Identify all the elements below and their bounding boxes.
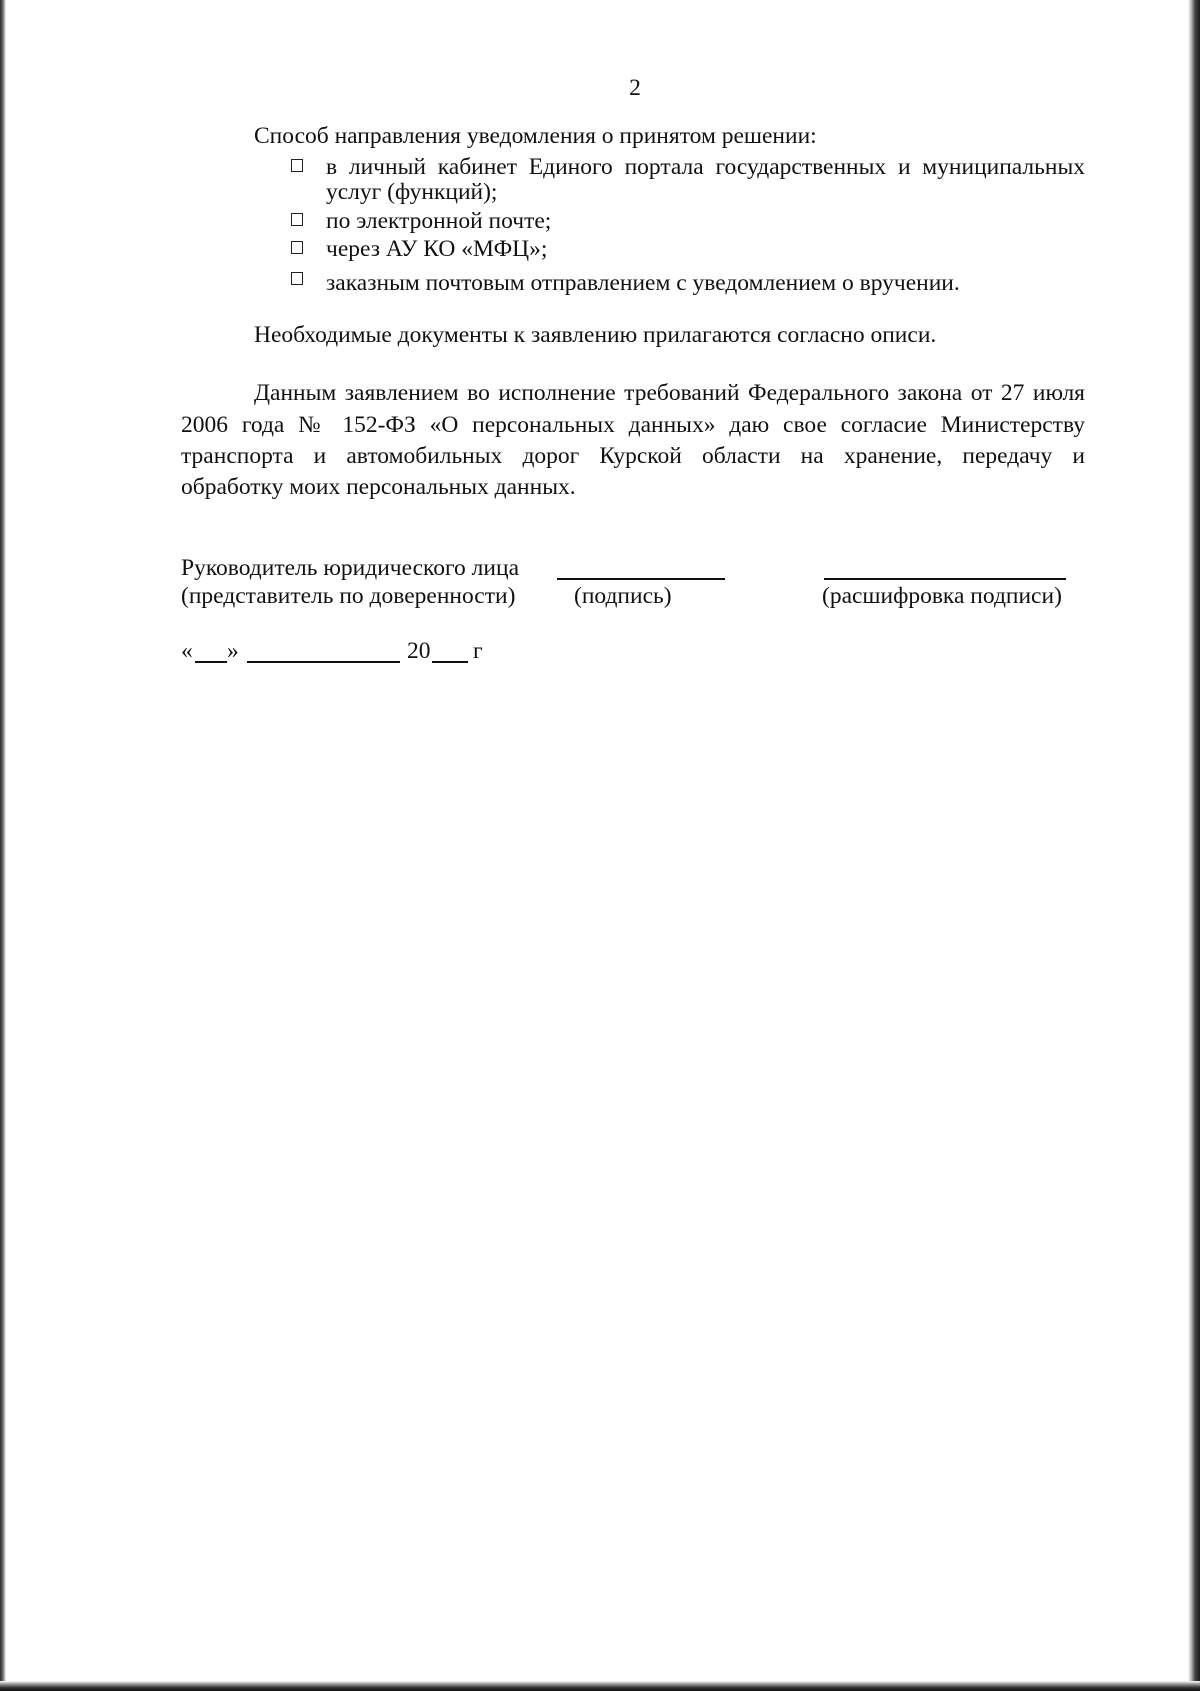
consent-line-2: 2006 года № 152-ФЗ «О персональных данных» даю свое согласие Министерству (181, 412, 1085, 438)
signature-decoding-line[interactable] (824, 578, 1066, 580)
checkbox-registered-mail[interactable] (291, 272, 303, 285)
checkbox-email[interactable] (291, 213, 303, 226)
consent-line-1: Данным заявлением во исполнение требований Федерального закона от 27 июля (254, 380, 1085, 406)
signer-role-line1: Руководитель юридического лица (181, 555, 519, 581)
option-personal-cabinet-line1: в личный кабинет Единого портала государственных и муниципальных (326, 154, 1085, 180)
scan-right-edge (1188, 0, 1200, 1691)
date-year-blank[interactable] (432, 661, 468, 663)
signature-caption: (подпись) (574, 583, 672, 609)
scan-bottom-edge (0, 1681, 1200, 1691)
signature-decoding-caption: (расшифровка подписи) (822, 583, 1062, 609)
documents-note: Необходимые документы к заявлению прилагаются согласно описи. (254, 322, 937, 348)
date-year-prefix: 20 (407, 638, 431, 664)
date-month-blank[interactable] (247, 661, 400, 663)
date-suffix: г (473, 638, 483, 664)
notification-heading: Способ направления уведомления о принятом решении: (254, 123, 817, 149)
checkbox-personal-cabinet[interactable] (291, 159, 303, 172)
signature-line[interactable] (557, 578, 725, 580)
signer-role-line2: (представитель по доверенности) (181, 583, 516, 609)
consent-line-4: обработку моих персональных данных. (181, 474, 576, 500)
page-number: 2 (629, 75, 641, 101)
date-open-quote: « (181, 638, 193, 664)
scan-left-edge (0, 0, 6, 1691)
option-registered-mail: заказным почтовым отправлением с уведомлением о вручении. (326, 270, 960, 296)
date-day-blank[interactable] (195, 661, 227, 663)
option-personal-cabinet-line2: услуг (функций); (326, 179, 498, 205)
date-close-quote: » (227, 638, 239, 664)
option-mfc: через АУ КО «МФЦ»; (326, 236, 548, 262)
option-email: по электронной почте; (326, 208, 552, 234)
consent-line-3: транспорта и автомобильных дорог Курской области на хранение, передачу и (181, 443, 1085, 469)
checkbox-mfc[interactable] (291, 241, 303, 254)
